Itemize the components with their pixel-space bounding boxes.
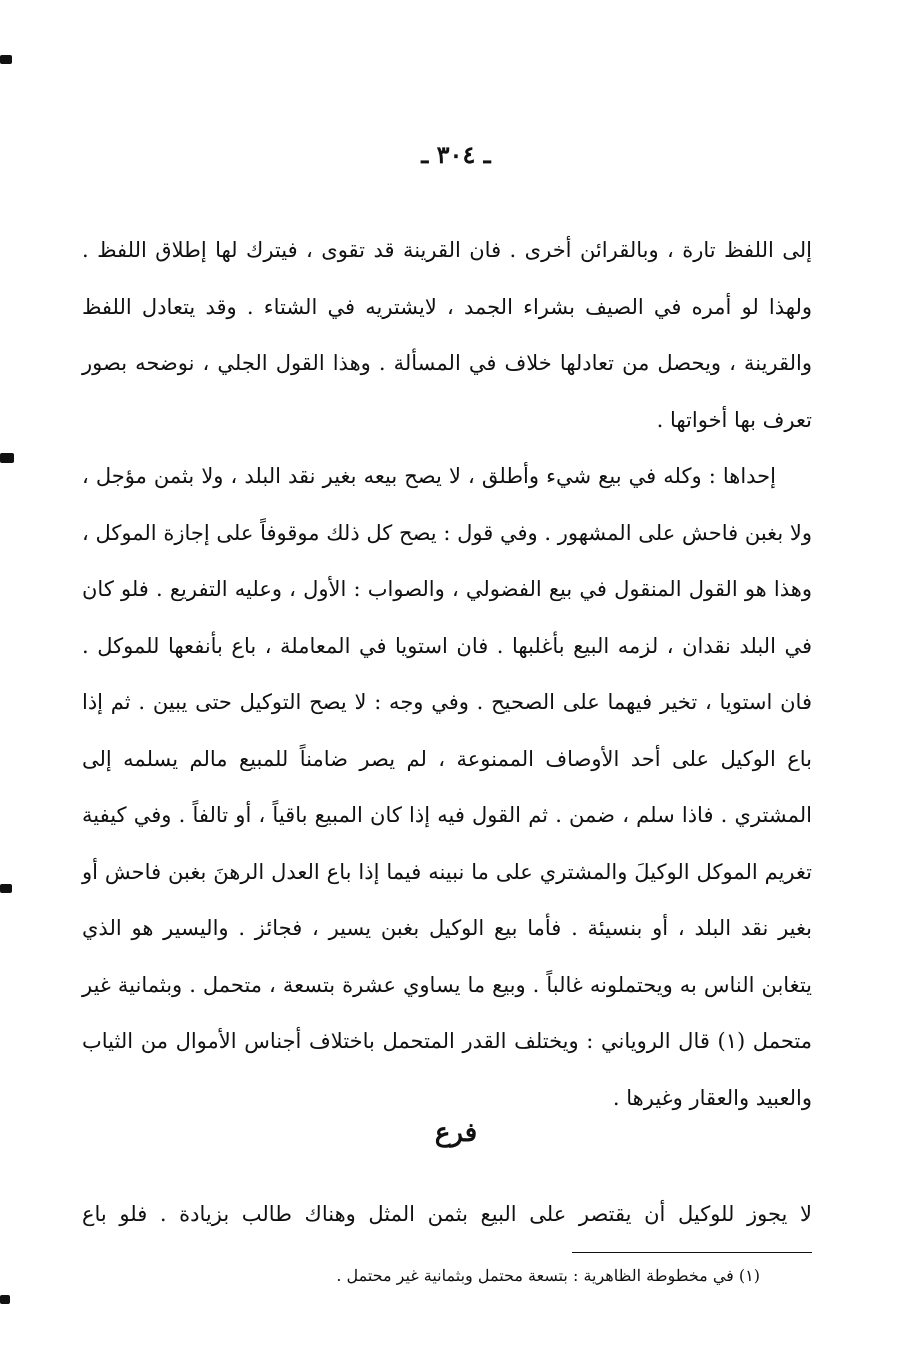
- section-heading: فرع: [434, 1118, 478, 1148]
- footnote-divider: [572, 1252, 812, 1253]
- scan-margin-mark: [0, 884, 12, 893]
- paragraph-continuation: لا يجوز للوكيل أن يقتصر على البيع بثمن المثل وهناك طالب بزيادة . فلو باع: [82, 1202, 812, 1226]
- scan-margin-mark: [0, 55, 12, 64]
- main-text: [82, 222, 812, 1126]
- paragraph-first-case: إحداها : وكله في بيع شيء وأطلق ، لا يصح بيعه بغير نقد البلد ، ولا بثمن مؤجل ، ولا بغبن فاحش على المشهور . وفي قول : يصح كل ذلك موقوفاً على إجازة الموكل ، وهذا هو القول المنقول في بيع الفضولي ، والصواب : الأول ، وعليه التفريع . فلو كان في البلد نقدان ، لزمه البيع بأغلبها . فان استويا في المعاملة ، باع بأنفعها للموكل . فان استويا ، تخير فيهما على الصحيح . وفي وجه : لا يصح التوكيل حتى يبين . ثم إذا باع الوكيل على أحد الأوصاف الممنوعة ، لم يصر ضامناً للمبيع مالم يسلمه إلى المشتري . فاذا سلم ، ضمن . ثم القول فيه إذا كان المبيع باقياً ، أو تالفاً . وفي كيفية تغريم الموكل الوكيلَ والمشتري على ما نبينه فيما إذا باع العدل الرهنَ بغبن فاحش أو بغير نقد البلد ، أو بنسيئة . فأما بيع الوكيل بغبن يسير ، فجائز . واليسير هو الذي يتغابن الناس به ويحتملونه غالباً . وبيع ما يساوي عشرة بتسعة ، متحمل . وبثمانية غير متحمل (١) قال الروياني : ويختلف القدر المتحمل باختلاف أجناس الأموال من الثياب والعبيد والعقار وغيرها .: [82, 464, 812, 1110]
- scan-margin-mark: [0, 453, 14, 463]
- scan-margin-mark: [0, 1295, 10, 1304]
- footnote: (١) في مخطوطة الظاهرية : بتسعة محتمل وبثمانية غير محتمل .: [336, 1266, 760, 1285]
- page-number: ـ ٣٠٤ ـ: [421, 140, 491, 169]
- paragraph-intro: إلى اللفظ تارة ، وبالقرائن أخرى . فان القرينة قد تقوى ، فيترك لها إطلاق اللفظ . ولهذا لو أمره في الصيف بشراء الجمد ، لايشتريه في الشتاء . وقد يتعادل اللفظ والقرينة ، ويحصل من تعادلها خلاف في المسألة . وهذا القول الجلي ، نوضحه بصور تعرف بها أخواتها .: [82, 238, 812, 432]
